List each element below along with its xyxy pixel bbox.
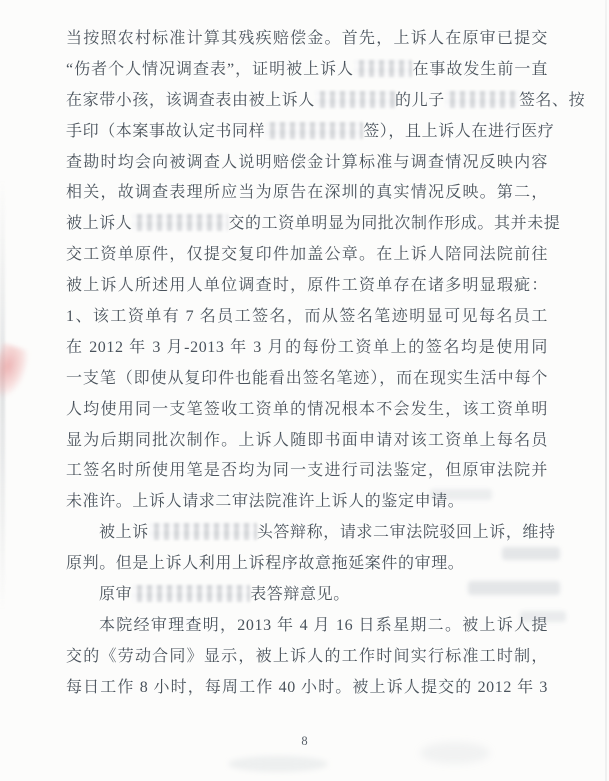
line-text: 在 2012 年 3 月-2013 年 3 月的每份工资单上的签名均是使用同 [66,338,548,356]
document-line [66,642,548,673]
line-text: 交的《劳动合同》显示，被上诉人的工作时间实行标准工时制， [66,647,548,665]
line-text: “伤者个人情况调查表”，证明被上诉人 [66,60,355,78]
page-edge-shadow [605,0,607,781]
line-text: 在家带小孩，该调查表由被上诉人 [66,91,316,109]
document-line [66,333,548,364]
document-line [66,302,548,333]
document-line [66,86,586,117]
redaction-blur [445,91,519,108]
document-line [66,611,548,642]
document-line [66,209,561,240]
line-text: 工签名时所使用笔是否均为同一支进行司法鉴定，但原审法院并 [66,462,548,480]
text-block [66,24,586,704]
line-text: 显为后期同批次制作。上诉人随即书面申请对该工资单上每名员 [66,431,548,449]
line-text: 签），且上诉人在进行医疗 [363,122,555,140]
redaction-blur [132,585,250,602]
document-line [66,580,548,611]
red-pen-mark [0,343,31,402]
document-line [66,426,548,457]
line-text: 1、该工资单有 7 名员工签名，而从签名笔迹明显可见每名员工 [66,308,548,326]
line-text: 头答辩称，请求二审法院驳回上诉，维持 [256,524,556,542]
line-text: 被上诉 [99,524,149,542]
document-line [66,518,556,549]
line-text: 本院经审理查明，2013 年 4 月 16 日系星期二。被上诉人提 [99,616,548,634]
line-text: 原判。但是上诉人利用上诉程序故意拖延案件的审理。 [66,555,465,573]
document-line [66,117,555,148]
line-text: 被上诉人所述用人单位调查时，原件工资单存在诸多明显瑕疵： [66,277,548,295]
line-text: 手印（本案事故认定书同样 [66,122,266,140]
document-line [66,364,548,395]
document-line [66,24,548,55]
document-line [66,487,548,518]
line-text: 查勘时均会向被调查人说明赔偿金计算标准与调查情况反映内容 [66,153,548,171]
document-line [66,549,548,580]
document-line [66,178,548,209]
document-line [66,456,548,487]
line-text: 一支笔（即使从复印件也能看出签名笔迹），而在现实生活中每个 [66,369,548,387]
line-text: 每日工作 8 小时，每周工作 40 小时。被上诉人提交的 2012 年 3 [66,678,548,696]
redaction-blur [354,60,412,77]
line-text: 相关，故调查表理所应当为原告在深圳的真实情况反映。第二， [66,184,548,202]
line-text: 原审 [99,586,133,604]
document-line [66,148,548,179]
line-text: 被上诉人 [66,215,133,233]
line-text: 交的工资单明显为同批次制作形成。其并未提 [228,215,561,233]
document-line [66,673,548,704]
redaction-blur [315,91,395,108]
line-text: 的儿子 [395,91,445,109]
page-number: 8 [301,734,308,748]
line-text: 人均使用同一支笔签收工资单的情况根本不会发生，该工资单明 [66,400,548,418]
scan-smudge [228,756,328,772]
document-line [66,240,548,271]
redaction-blur [149,523,257,540]
line-text: 当按照农村标准计算其残疾赔偿金。首先，上诉人在原审已提交 [66,30,548,47]
document-line [66,271,548,302]
redaction-blur [265,122,363,139]
line-text: 表答辩意见。 [250,586,350,604]
line-text: 交工资单原件，仅提交复印件加盖公章。在上诉人陪同法院前往 [66,246,548,264]
document-line [66,55,548,86]
line-text: 签名、按 [518,91,586,109]
redaction-blur [132,214,228,231]
document-line [66,395,548,426]
line-text: 未准许。上诉人请求二审法院准许上诉人的鉴定申请。 [66,493,465,511]
line-text: 在事故发生前一直 [412,60,548,78]
